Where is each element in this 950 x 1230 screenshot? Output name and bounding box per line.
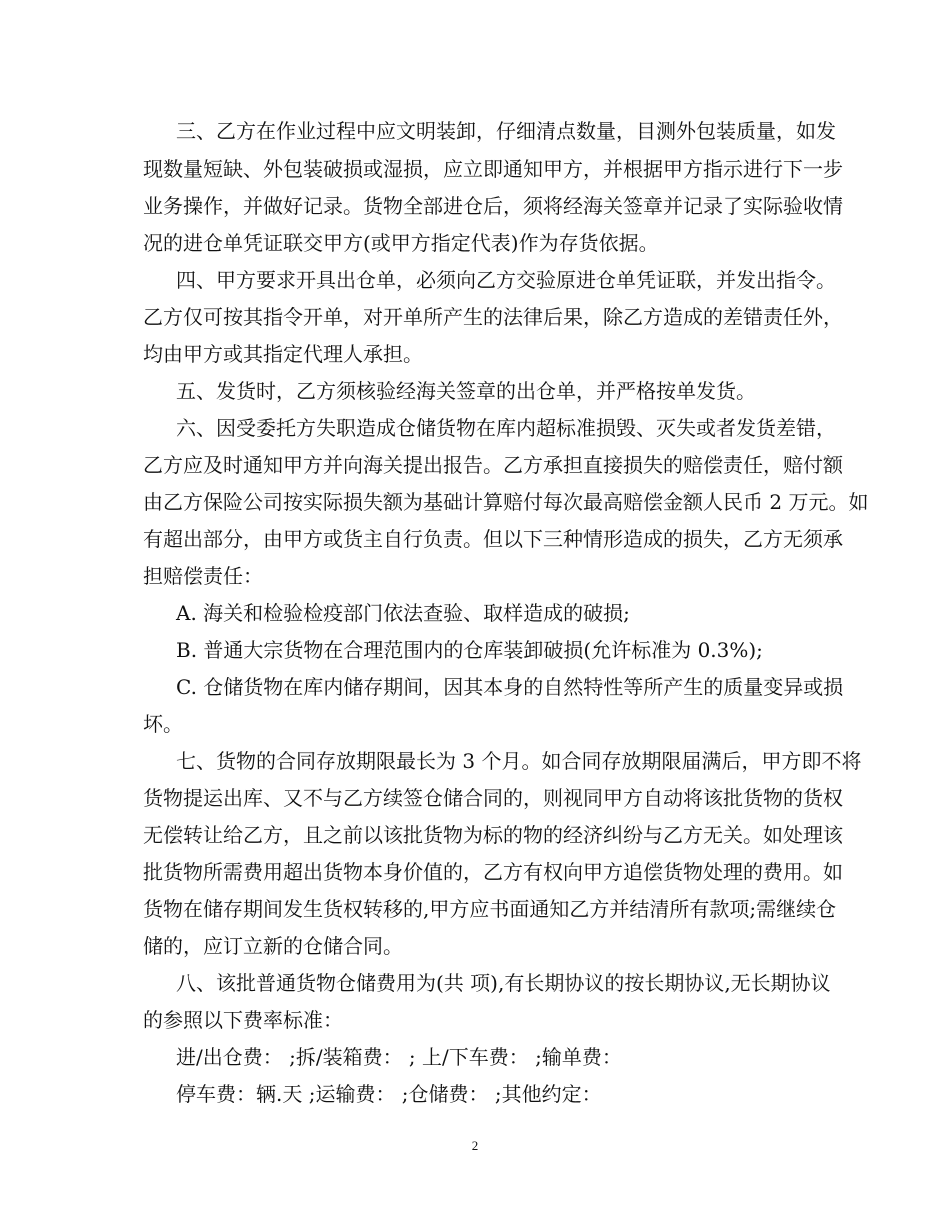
text-line-20: 无偿转让给乙方，且之前以该批货物为标的物的经济纠纷与乙方无关。如处理该 [143, 823, 843, 847]
text-line-18: 七、货物的合同存放期限最长为 3 个月。如合同存放期限届满后，甲方即不将 [176, 749, 862, 773]
text-line-11: 由乙方保险公司按实际损失额为基础计算赔付每次最高赔偿金额人民币 2 万元。如 [143, 490, 869, 514]
text-line-17: 坏。 [143, 712, 183, 736]
text-line-27: 停车费：辆.天 ;运输费： ;仓储费： ;其他约定： [176, 1082, 602, 1106]
text-line-16: C. 仓储货物在库内储存期间，因其本身的自然特性等所产生的质量变异或损 [176, 675, 844, 699]
text-line-12: 有超出部分，由甲方或货主自行负责。但以下三种情形造成的损失，乙方无须承 [143, 527, 843, 551]
text-line-23: 储的，应订立新的仓储合同。 [143, 934, 403, 958]
text-line-3: 业务操作，并做好记录。货物全部进仓后，须将经海关签章并记录了实际验收情 [143, 194, 843, 218]
text-line-15: B. 普通大宗货物在合理范围内的仓库装卸破损(允许标准为 0.3%); [176, 638, 763, 662]
text-line-9: 六、因受委托方失职造成仓储货物在库内超标准损毁、灭失或者发货差错， [176, 416, 836, 440]
text-line-22: 货物在储存期间发生货权转移的,甲方应书面通知乙方并结清所有款项;需继续仓 [143, 897, 837, 921]
text-line-7: 均由甲方或其指定代理人承担。 [143, 342, 423, 366]
text-line-19: 货物提运出库、又不与乙方续签仓储合同的，则视同甲方自动将该批货物的货权 [143, 786, 843, 810]
text-line-10: 乙方应及时通知甲方并向海关提出报告。乙方承担直接损失的赔偿责任，赔付额 [143, 453, 843, 477]
text-line-1: 三、乙方在作业过程中应文明装卸，仔细清点数量，目测外包装质量，如发 [176, 119, 836, 143]
text-line-21: 批货物所需费用超出货物本身价值的，乙方有权向甲方追偿货物处理的费用。如 [143, 860, 843, 884]
text-line-5: 四、甲方要求开具出仓单，必须向乙方交验原进仓单凭证联，并发出指令。 [176, 268, 836, 292]
text-line-26: 进/出仓费： ;拆/装箱费： ; 上/下车费： ;输单费： [176, 1045, 622, 1069]
text-line-2: 现数量短缺、外包装破损或湿损，应立即通知甲方，并根据甲方指示进行下一步 [143, 157, 843, 181]
text-line-14: A. 海关和检验检疫部门依法查验、取样造成的破损; [176, 601, 630, 625]
text-line-24: 八、该批普通货物仓储费用为(共 项),有长期协议的按长期协议,无长期协议 [176, 971, 831, 995]
text-line-4: 况的进仓单凭证联交甲方(或甲方指定代表)作为存货依据。 [143, 231, 659, 255]
text-line-25: 的参照以下费率标准： [143, 1008, 343, 1032]
text-line-6: 乙方仅可按其指令开单，对开单所产生的法律后果，除乙方造成的差错责任外， [143, 305, 843, 329]
text-line-8: 五、发货时，乙方须核验经海关签章的出仓单，并严格按单发货。 [176, 379, 756, 403]
text-line-13: 担赔偿责任： [143, 564, 263, 588]
page-number: 2 [471, 1138, 479, 1153]
